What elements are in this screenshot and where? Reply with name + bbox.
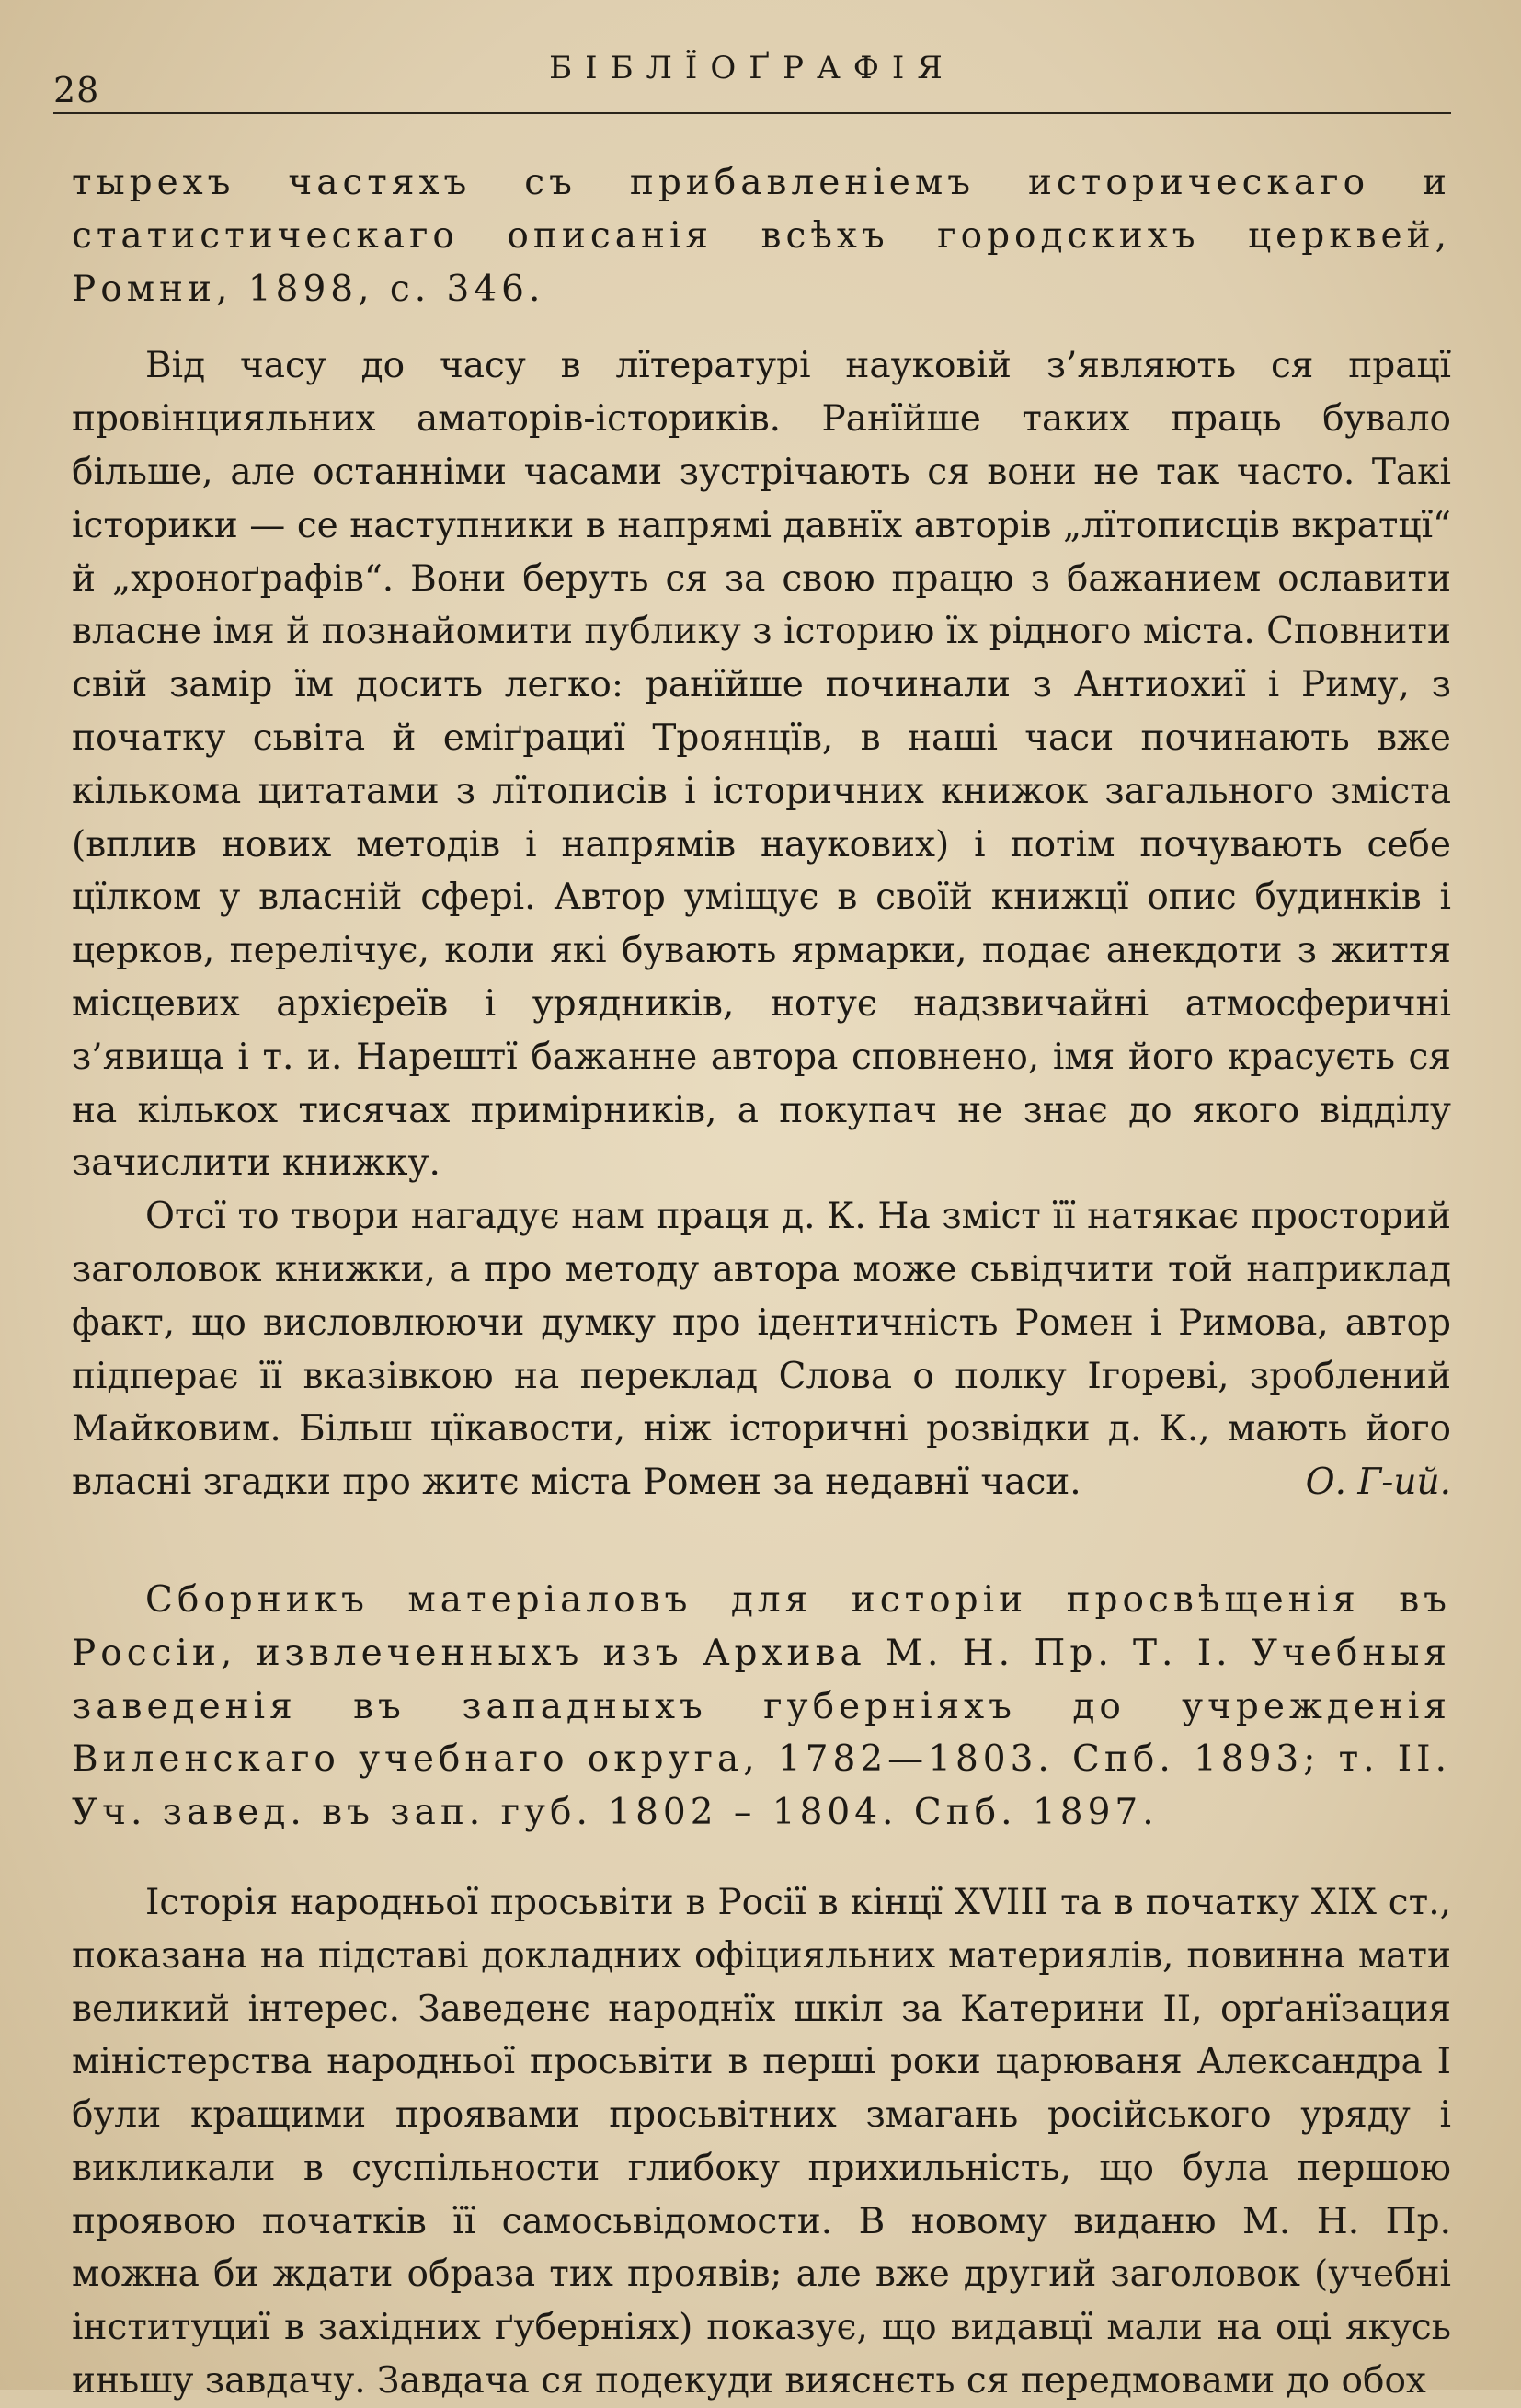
review-1-title-continued: тырехъ частяхъ съ прибавленіемъ историческаго и статистическаго описанія всѣхъ городскихъ церквей, Ромни, 1898, с. 346. [72, 162, 1451, 310]
page-header [53, 44, 1451, 118]
review-1-paragraph-2-text: Отсї то твори нагадує нам праця д. К. На зміст її натякає просторий заголовок книжки, а про методу автора може сьвідчити той наприклад факт, що висловлюючи думку про ідентичність Ромен і Римова, автор підперає її вказівкою на переклад Слова о полку Ігореві, зроблений Майковим. Більш цїкавости, ніж історичні розвідки д. К., мають його власні згадки про житє міста Ромен за недавнї часи. [72, 1196, 1451, 1504]
page-body [72, 156, 1451, 2408]
review-2-paragraph-1: Історія народньої просьвіти в Росії в кінцї XVIII та в початку XIX ст., показана на підставі докладних офіцияльних материялів, повинна мати великий інтерес. Заведенє народнїх шкіл за Катерини II, орґанїзация міністерства народньої просьвіти в перші роки царюваня Александра I були кращими проявами просьвітних змагань російського уряду і викликали в суспільности глибоку прихильність, що була першою проявою початків її самосьвідомости. В новому виданю М. Н. Пр. можна би ждати образа тих проявів; але вже другий заголовок (учебні інституциї в західних ґуберніях) показує, що видавцї мали на оці якусь иньшу завдачу. Завдача ся подекуди вияснєть ся передмовами до обох [72, 1881, 1451, 2402]
running-title: БІБЛЇОҐРАФІЯ [549, 50, 955, 86]
review-2-title: Сборникъ матеріаловъ для исторіи просвѣщенія въ Россіи, извлеченныхъ изъ Архива М. Н. Пр. Т. I. Учебныя заведенія въ западныхъ губерніяхъ до учрежденія Виленскаго учебнаго округа, 1782—1803. Спб. 1893; т. II. Уч. завед. въ зап. губ. 1802 – 1804. Спб. 1897. [72, 1578, 1451, 1834]
page-number: 28 [53, 70, 100, 110]
review-1-paragraph-1: Від часу до часу в лїтературі науковій з’являють ся працї провінцияльних аматорів-істориків. Ранїйше таких праць бувало більше, але останніми часами зустрічають ся вони не так часто. Такі історики — се наступники в напрямі давнїх авторів „лїтописців вкратцї“ й „хроноґрафів“. Вони беруть ся за свою працю з бажанием ославити власне імя й познайомити публику з історию їх рідного міста. Сповнити свій замір їм досить легко: ранїйше починали з Антиохиї і Риму, з початку сьвіта й еміґрациї Троянцїв, в наші часи починають вже кількома цитатами з лїтописів і історичних книжок загального зміста (вплив нових методів і напрямів наукових) і потім почувають себе цїлком у власній сфері. Автор уміщує в своїй книжцї опис будинків і церков, перелічує, коли які бувають ярмарки, подає анекдоти з життя місцевих архієреїв і урядників, нотує надзвичайні атмосферичні з’явища і т. и. Нарештї бажанне автора сповнено, імя його красуєть ся на кількох тисячах примірників, а покупач не знає до якого відділу зачислити книжку. [72, 345, 1451, 1185]
review-1-paragraph-2 [72, 1190, 1451, 1509]
review-1-signature: О. Г-ий. [1305, 1462, 1451, 1504]
header-rule [53, 112, 1451, 114]
